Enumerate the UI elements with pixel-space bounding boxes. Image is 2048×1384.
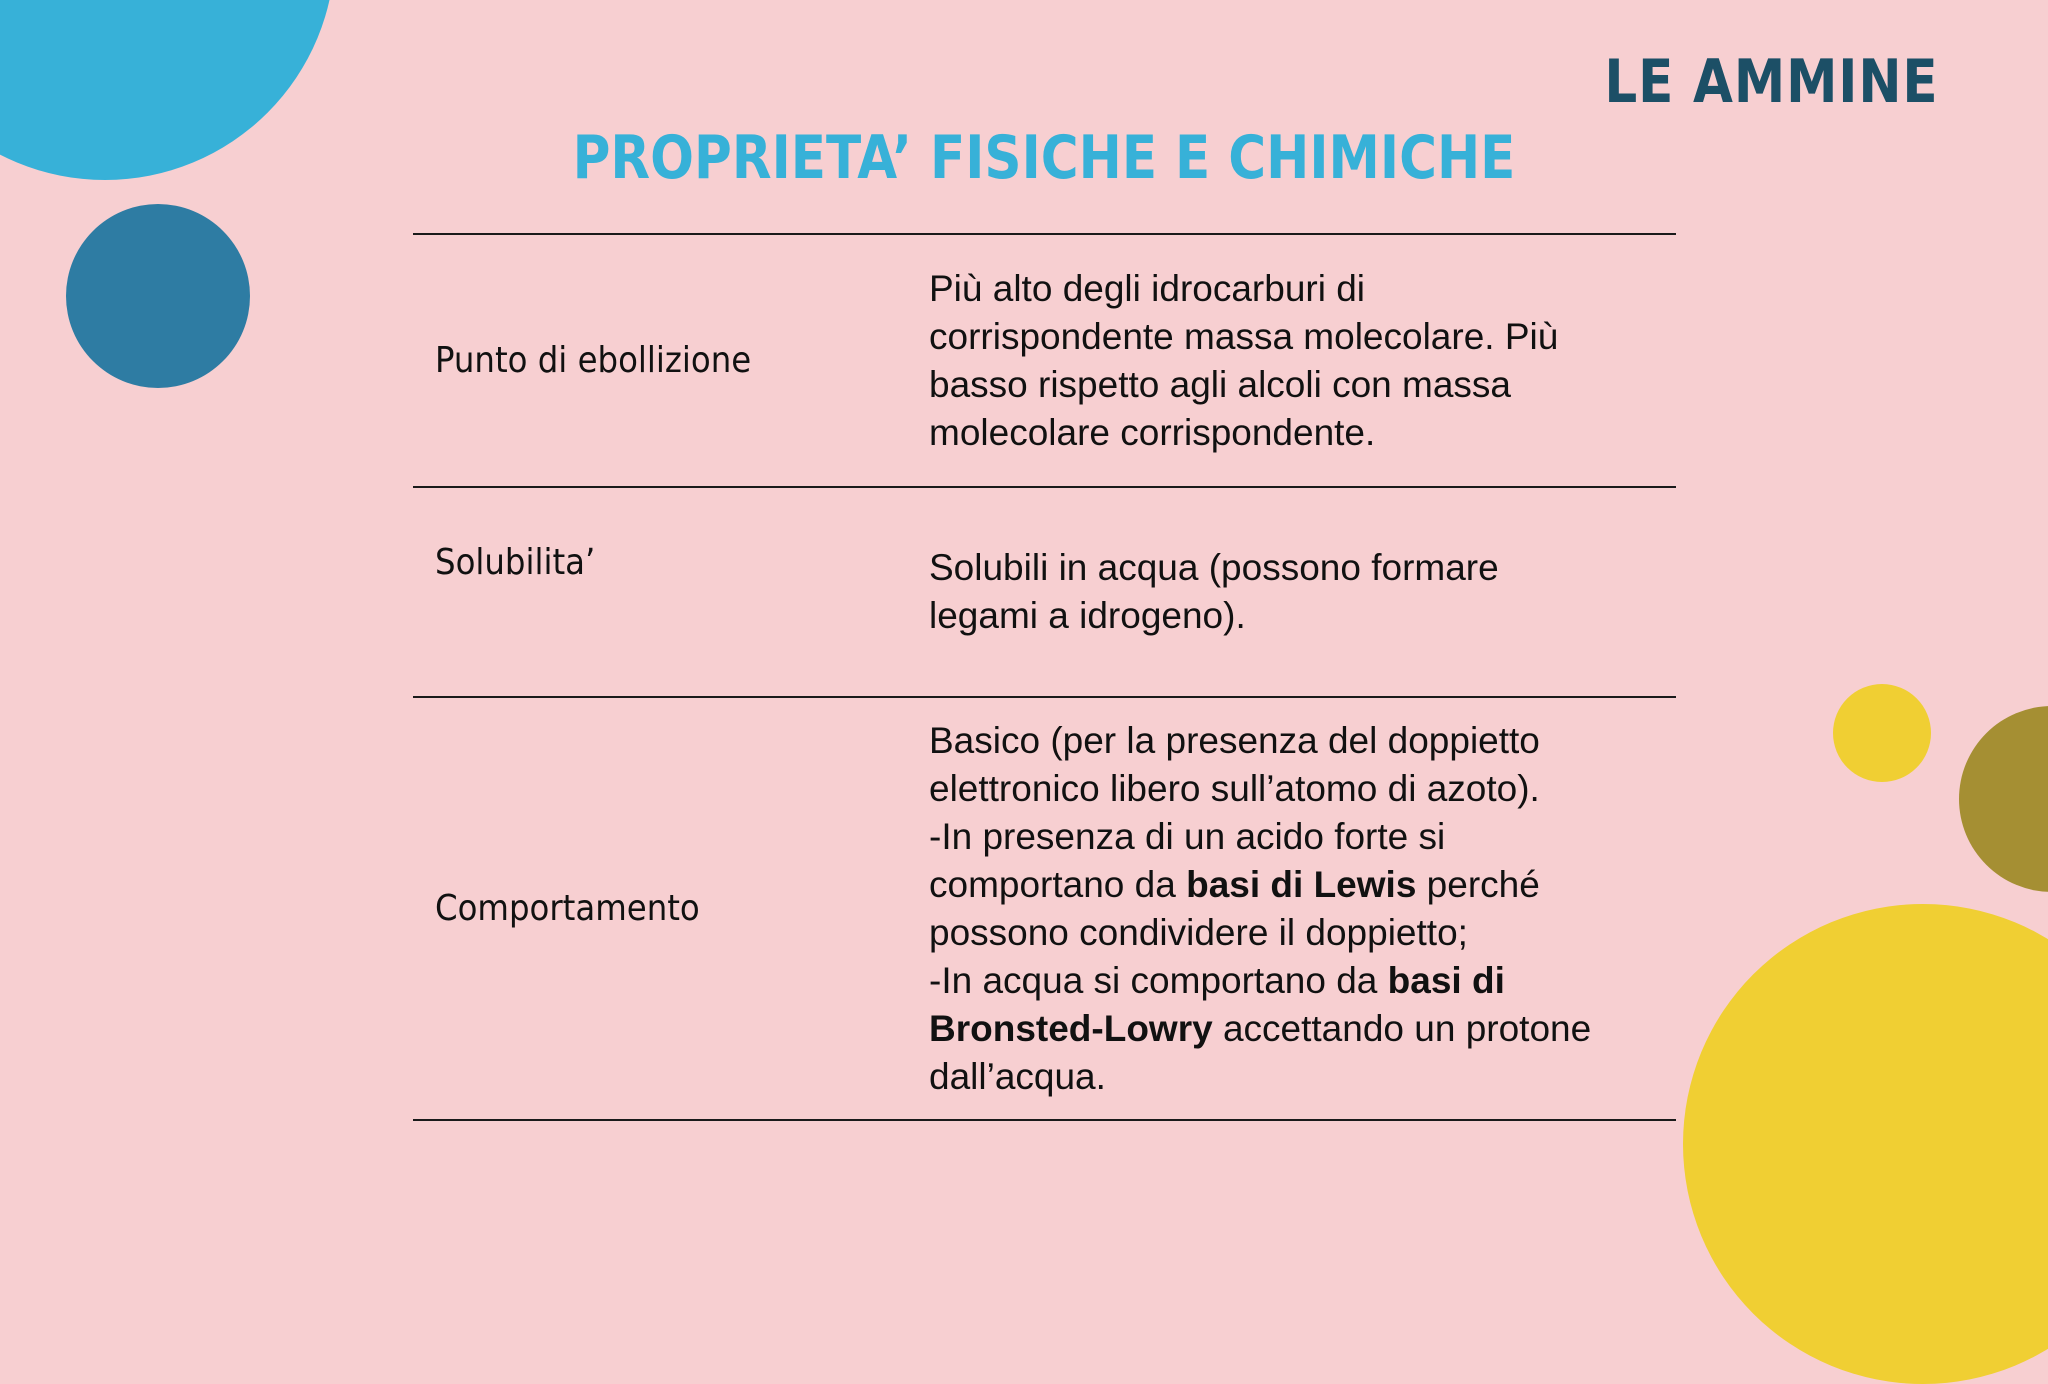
value-line: legami a idrogeno). <box>929 595 1246 636</box>
row-label: Solubilita’ <box>435 542 596 583</box>
bold-term-lewis: basi di Lewis <box>1186 863 1417 905</box>
properties-table <box>413 233 1676 1121</box>
value-line-bronsted <box>929 1005 1676 1053</box>
value-line: dall’acqua. <box>929 1055 1106 1097</box>
row-label: Punto di ebollizione <box>435 340 752 381</box>
decorative-circle-blue <box>66 204 250 388</box>
decorative-circle-yellow-small <box>1833 684 1931 782</box>
value-line: -In presenza di un acido forte si <box>929 815 1446 857</box>
row-label: Comportamento <box>435 888 700 929</box>
text-run: perché <box>1416 863 1540 905</box>
bold-term-bronsted-start: basi di <box>1387 959 1505 1001</box>
text-run: -In acqua si comportano da <box>929 959 1388 1001</box>
value-line-lewis <box>929 861 1676 909</box>
slide-title: PROPRIETA’ FISICHE E CHIMICHE <box>572 123 1516 193</box>
value-line: corrispondente massa molecolare. Più <box>929 315 1559 357</box>
slide-brand-heading: LE AMMINE <box>1603 47 1938 117</box>
row-value <box>929 717 1676 1101</box>
decorative-circle-olive <box>1959 706 2048 892</box>
value-line: basso rispetto agli alcoli con massa <box>929 363 1512 405</box>
value-line: Basico (per la presenza del doppietto <box>929 719 1540 761</box>
table-row-boiling-point <box>413 235 1676 488</box>
value-line: Più alto degli idrocarburi di <box>929 267 1366 309</box>
text-run: accettando un protone <box>1212 1007 1592 1049</box>
table-row-solubility <box>413 488 1676 698</box>
text-run: comportano da <box>929 863 1187 905</box>
decorative-circle-yellow-large <box>1683 904 2048 1384</box>
table-row-behavior <box>413 698 1676 1121</box>
decorative-circle-cyan <box>0 0 335 180</box>
row-value <box>929 488 1676 640</box>
value-line: elettronico libero sull’atomo di azoto). <box>929 767 1540 809</box>
bold-term-bronsted-lowry: Bronsted-Lowry <box>929 1007 1213 1049</box>
value-line-bronsted <box>929 957 1676 1005</box>
row-value <box>929 265 1676 457</box>
value-line: possono condividere il doppietto; <box>929 911 1468 953</box>
value-line: molecolare corrispondente. <box>929 411 1376 453</box>
value-line: Solubili in acqua (possono formare <box>929 547 1499 588</box>
